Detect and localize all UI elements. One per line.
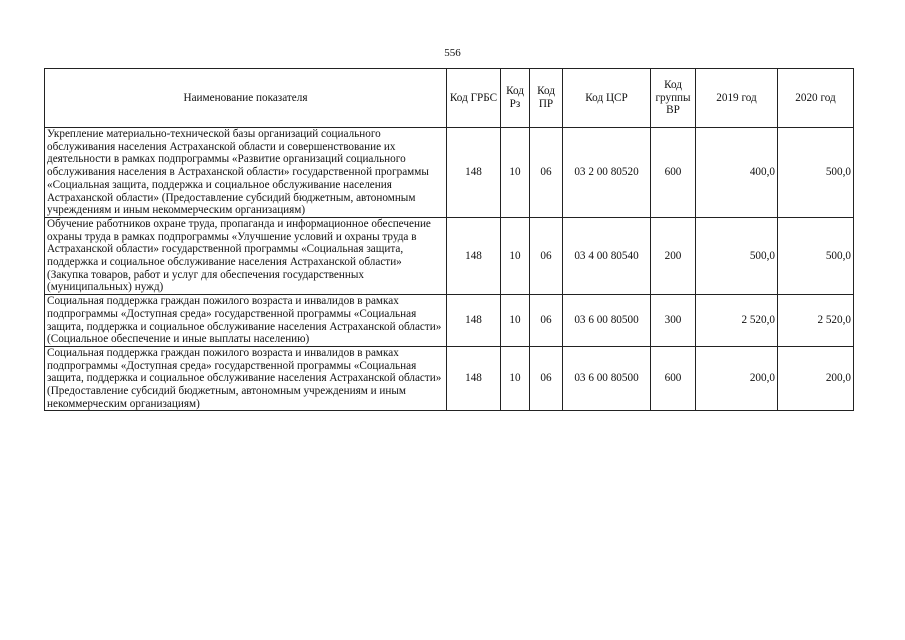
row-vr: 300 bbox=[651, 295, 696, 347]
header-pr: Код ПР bbox=[530, 69, 563, 128]
row-2019: 400,0 bbox=[696, 128, 778, 218]
page-number: 556 bbox=[444, 47, 461, 59]
table-row bbox=[45, 346, 854, 411]
row-name: Обучение работников охране труда, пропаганда и информационное обеспечение охраны труда в рамках подпрограммы «Улучшение условий и охраны труда в Астраханской области» государственной программы «Социальная защита, поддержка и социальное обслуживание населения Астраханской области» (Закупка товаров, работ и услуг для обеспечения государственных (муниципальных) нужд) bbox=[45, 217, 447, 294]
row-csr: 03 6 00 80500 bbox=[563, 346, 651, 411]
table-row bbox=[45, 128, 854, 218]
row-2020: 500,0 bbox=[778, 217, 854, 294]
row-2020: 200,0 bbox=[778, 346, 854, 411]
row-csr: 03 4 00 80540 bbox=[563, 217, 651, 294]
header-2020: 2020 год bbox=[778, 69, 854, 128]
row-vr: 600 bbox=[651, 128, 696, 218]
row-rz: 10 bbox=[501, 128, 530, 218]
header-rz: Код Рз bbox=[501, 69, 530, 128]
row-vr: 600 bbox=[651, 346, 696, 411]
row-csr: 03 2 00 80520 bbox=[563, 128, 651, 218]
row-grbs: 148 bbox=[447, 346, 501, 411]
header-name: Наименование показателя bbox=[45, 69, 447, 128]
row-2020: 2 520,0 bbox=[778, 295, 854, 347]
row-csr: 03 6 00 80500 bbox=[563, 295, 651, 347]
row-name: Укрепление материально-технической базы организаций социального обслуживания населения Астраханской области и совершенствование их деятельности в рамках подпрограммы «Развитие организаций социального обслуживания населения в Астраханской области» государственной программы «Социальная защита, поддержка и социальное обслуживание населения Астраханской области» (Предоставление субсидий бюджетным, автономным учреждениям и иным некоммерческим организациям) bbox=[45, 128, 447, 218]
row-rz: 10 bbox=[501, 346, 530, 411]
row-2019: 2 520,0 bbox=[696, 295, 778, 347]
table-row bbox=[45, 217, 854, 294]
row-2019: 200,0 bbox=[696, 346, 778, 411]
row-grbs: 148 bbox=[447, 217, 501, 294]
header-grbs: Код ГРБС bbox=[447, 69, 501, 128]
row-name: Социальная поддержка граждан пожилого возраста и инвалидов в рамках подпрограммы «Доступная среда» государственной программы «Социальная защита, поддержка и социальное обслуживание населения Астраханской области» (Предоставление субсидий бюджетным, автономным учреждениям и иным некоммерческим организациям) bbox=[45, 346, 447, 411]
row-2020: 500,0 bbox=[778, 128, 854, 218]
table-row bbox=[45, 295, 854, 347]
row-pr: 06 bbox=[530, 128, 563, 218]
row-pr: 06 bbox=[530, 346, 563, 411]
header-csr: Код ЦСР bbox=[563, 69, 651, 128]
row-name: Социальная поддержка граждан пожилого возраста и инвалидов в рамках подпрограммы «Доступная среда» государственной программы «Социальная защита, поддержка и социальное обслуживание населения Астраханской области» (Социальное обеспечение и иные выплаты населению) bbox=[45, 295, 447, 347]
row-2019: 500,0 bbox=[696, 217, 778, 294]
row-pr: 06 bbox=[530, 295, 563, 347]
row-rz: 10 bbox=[501, 295, 530, 347]
row-vr: 200 bbox=[651, 217, 696, 294]
header-2019: 2019 год bbox=[696, 69, 778, 128]
header-row bbox=[45, 69, 854, 128]
header-vr: Код группы ВР bbox=[651, 69, 696, 128]
budget-table bbox=[44, 68, 854, 411]
row-pr: 06 bbox=[530, 217, 563, 294]
row-rz: 10 bbox=[501, 217, 530, 294]
row-grbs: 148 bbox=[447, 295, 501, 347]
row-grbs: 148 bbox=[447, 128, 501, 218]
